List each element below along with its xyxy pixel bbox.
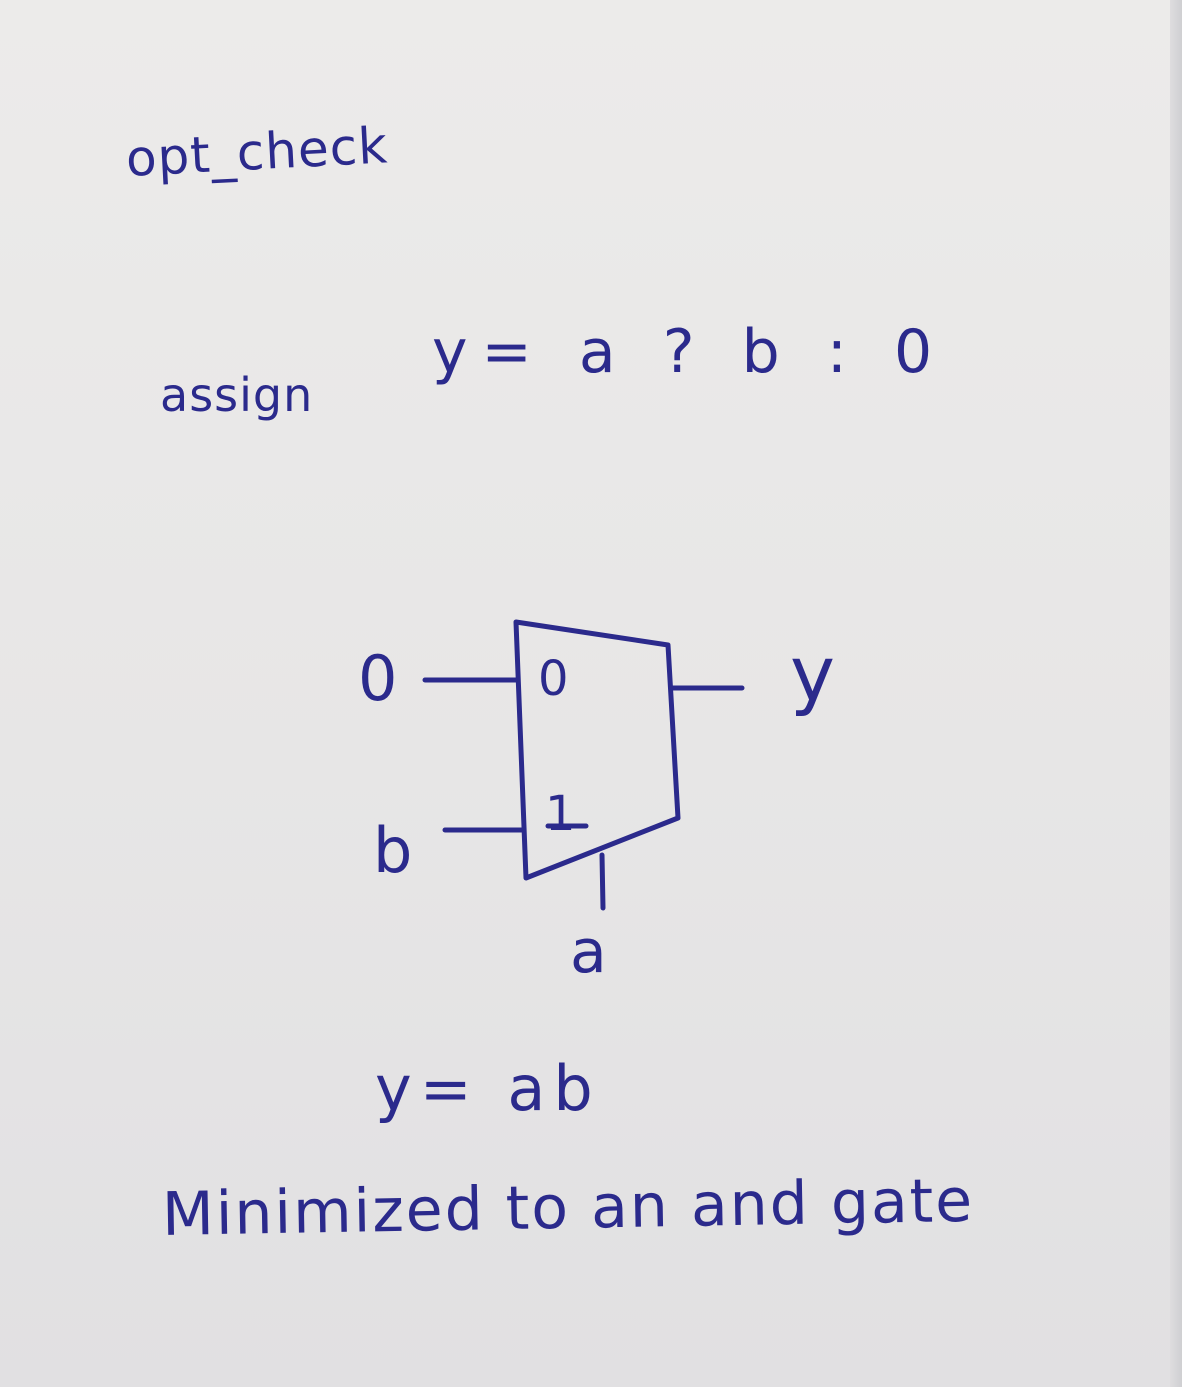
output-label: y: [790, 629, 835, 718]
assign-keyword: assign: [160, 368, 314, 422]
input1-label: b: [373, 814, 413, 887]
input0-label: 0: [358, 642, 398, 715]
port1-label: 1: [545, 786, 576, 842]
port0-label: 0: [538, 651, 569, 707]
result-equation: y= ab: [375, 1052, 601, 1125]
select-wire: [602, 855, 603, 908]
conclusion-note: Minimized to an and gate: [161, 1165, 975, 1250]
assign-expression: y= a ? b : 0: [432, 317, 947, 387]
select-label: a: [570, 917, 607, 987]
heading: opt_check: [124, 116, 390, 188]
